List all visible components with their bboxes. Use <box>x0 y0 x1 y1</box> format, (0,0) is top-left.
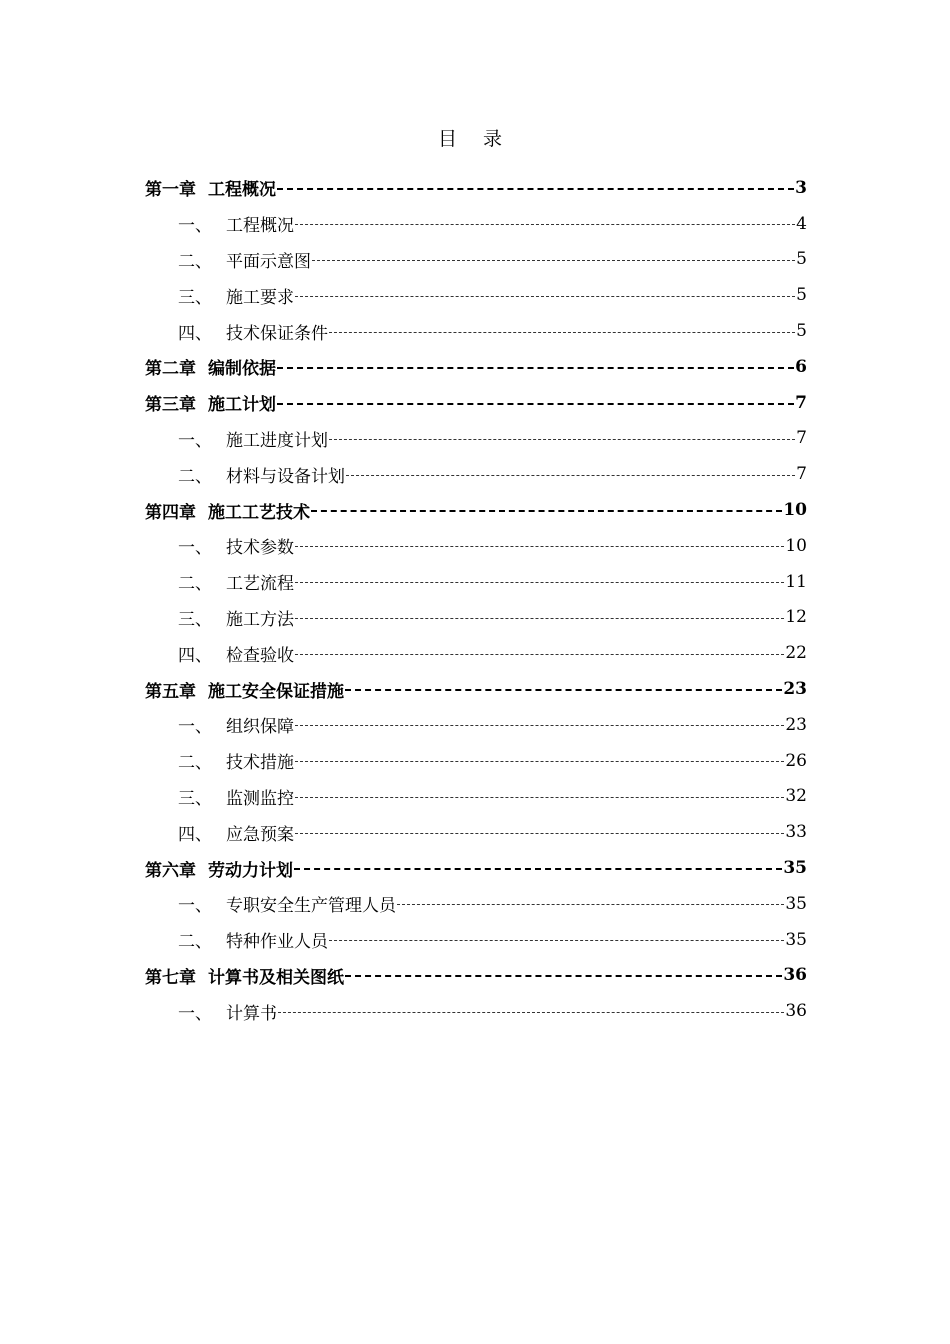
toc-leader-line <box>294 868 782 870</box>
toc-leader-line <box>295 224 795 225</box>
toc-entry-page-number: 5 <box>796 249 807 270</box>
toc-section-entry[interactable] <box>145 313 807 349</box>
toc-entry-number: 二、 <box>178 574 212 595</box>
toc-entry-number: 第五章 <box>145 681 196 702</box>
toc-entry-label: 计算书及相关图纸 <box>208 967 344 988</box>
toc-entry-page-number: 7 <box>796 428 807 449</box>
toc-entry-number: 一、 <box>178 1003 212 1024</box>
toc-entry-number: 三、 <box>178 609 212 630</box>
toc-entry-label: 监测监控 <box>226 788 294 809</box>
toc-entry-number: 四、 <box>178 824 212 845</box>
toc-leader-line <box>295 546 784 547</box>
toc-section-entry[interactable] <box>145 528 807 564</box>
toc-entry-label: 技术参数 <box>226 538 294 559</box>
toc-section-entry[interactable] <box>145 886 807 922</box>
toc-entry-label: 施工要求 <box>226 287 294 308</box>
toc-entry-label: 专职安全生产管理人员 <box>226 896 396 917</box>
toc-entry-page-number: 10 <box>785 535 807 556</box>
toc-entry-number: 一、 <box>178 717 212 738</box>
toc-leader-line <box>295 582 784 583</box>
toc-entry-label: 检查验收 <box>226 645 294 666</box>
toc-entry-number: 二、 <box>178 932 212 953</box>
toc-entry-page-number: 4 <box>796 213 807 234</box>
toc-entry-page-number: 10 <box>783 500 807 521</box>
toc-entry-page-number: 12 <box>785 607 807 628</box>
toc-entry-number: 一、 <box>178 430 212 451</box>
toc-section-entry[interactable] <box>145 242 807 278</box>
toc-entry-label: 材料与设备计划 <box>226 466 345 487</box>
toc-chapter-entry[interactable] <box>145 671 807 707</box>
toc-chapter-entry[interactable] <box>145 385 807 421</box>
toc-section-entry[interactable] <box>145 456 807 492</box>
toc-entry-number: 一、 <box>178 538 212 559</box>
toc-entry-page-number: 36 <box>785 1001 807 1022</box>
toc-leader-line <box>295 761 784 762</box>
toc-entry-page-number: 23 <box>785 714 807 735</box>
toc-leader-line <box>277 403 794 405</box>
toc-leader-line <box>295 833 784 834</box>
toc-entry-page-number: 35 <box>785 929 807 950</box>
toc-leader-line <box>329 940 784 941</box>
toc-entry-label: 劳动力计划 <box>208 860 293 881</box>
toc-title: 目 录 <box>437 128 513 150</box>
toc-section-entry[interactable] <box>145 600 807 636</box>
toc-entry-page-number: 33 <box>785 822 807 843</box>
toc-leader-line <box>329 332 795 333</box>
toc-entry-page-number: 23 <box>783 679 807 700</box>
toc-entry-page-number: 26 <box>785 750 807 771</box>
toc-entry-page-number: 11 <box>785 571 807 592</box>
toc-entry-number: 第四章 <box>145 502 196 523</box>
toc-entry-label: 工程概况 <box>208 180 276 201</box>
toc-leader-line <box>345 975 782 977</box>
toc-leader-line <box>345 689 782 691</box>
toc-leader-line <box>295 296 795 297</box>
toc-entry-label: 施工计划 <box>208 395 276 416</box>
toc-entry-label: 施工安全保证措施 <box>208 681 344 702</box>
toc-section-entry[interactable] <box>145 206 807 242</box>
toc-entry-label: 工程概况 <box>226 216 294 237</box>
toc-entry-number: 一、 <box>178 896 212 917</box>
toc-entry-label: 技术保证条件 <box>226 323 328 344</box>
toc-entry-page-number: 36 <box>783 965 807 986</box>
toc-entry-label: 施工工艺技术 <box>208 502 310 523</box>
toc-entry-label: 工艺流程 <box>226 574 294 595</box>
toc-chapter-entry[interactable] <box>145 850 807 886</box>
toc-entry-page-number: 3 <box>795 177 807 198</box>
toc-entry-number: 一、 <box>178 216 212 237</box>
toc-leader-line <box>295 654 784 655</box>
toc-entry-label: 特种作业人员 <box>226 932 328 953</box>
toc-section-entry[interactable] <box>145 421 807 457</box>
toc-entry-page-number: 35 <box>783 858 807 879</box>
toc-section-entry[interactable] <box>145 922 807 958</box>
toc-section-entry[interactable] <box>145 564 807 600</box>
toc-entry-label: 计算书 <box>226 1003 277 1024</box>
toc-section-entry[interactable] <box>145 993 807 1029</box>
toc-leader-line <box>397 904 784 905</box>
toc-chapter-entry[interactable] <box>145 170 807 206</box>
toc-section-entry[interactable] <box>145 779 807 815</box>
toc-chapter-entry[interactable] <box>145 492 807 528</box>
toc-entry-number: 第二章 <box>145 359 196 380</box>
toc-entry-number: 第一章 <box>145 180 196 201</box>
toc-entry-number: 第六章 <box>145 860 196 881</box>
toc-entry-page-number: 35 <box>785 893 807 914</box>
toc-entry-number: 四、 <box>178 645 212 666</box>
toc-leader-line <box>295 797 784 798</box>
toc-entry-label: 技术措施 <box>226 753 294 774</box>
toc-entry-number: 第七章 <box>145 967 196 988</box>
toc-entry-label: 施工方法 <box>226 609 294 630</box>
toc-leader-line <box>346 475 795 476</box>
toc-entry-page-number: 32 <box>785 786 807 807</box>
toc-entry-number: 三、 <box>178 788 212 809</box>
toc-entry-page-number: 5 <box>796 321 807 342</box>
toc-chapter-entry[interactable] <box>145 349 807 385</box>
toc-leader-line <box>277 188 794 190</box>
toc-entry-number: 二、 <box>178 466 212 487</box>
toc-leader-line <box>295 618 784 619</box>
toc-leader-line <box>278 1012 784 1013</box>
toc-entry-label: 组织保障 <box>226 717 294 738</box>
toc-entry-number: 三、 <box>178 287 212 308</box>
toc-leader-line <box>312 260 795 261</box>
toc-entry-number: 二、 <box>178 753 212 774</box>
toc-entry-number: 第三章 <box>145 395 196 416</box>
toc-entry-page-number: 7 <box>796 464 807 485</box>
toc-section-entry[interactable] <box>145 707 807 743</box>
toc-entry-page-number: 7 <box>795 392 807 413</box>
toc-entry-page-number: 22 <box>785 643 807 664</box>
toc-leader-line <box>277 367 794 369</box>
toc-entry-page-number: 5 <box>796 285 807 306</box>
toc-section-entry[interactable] <box>145 743 807 779</box>
toc-entry-label: 编制依据 <box>208 359 276 380</box>
toc-list <box>145 170 807 1029</box>
toc-section-entry[interactable] <box>145 277 807 313</box>
toc-leader-line <box>295 725 784 726</box>
toc-entry-number: 二、 <box>178 251 212 272</box>
toc-entry-page-number: 6 <box>795 356 807 377</box>
toc-entry-label: 应急预案 <box>226 824 294 845</box>
toc-leader-line <box>311 510 782 512</box>
toc-section-entry[interactable] <box>145 814 807 850</box>
toc-entry-label: 施工进度计划 <box>226 430 328 451</box>
toc-section-entry[interactable] <box>145 635 807 671</box>
toc-leader-line <box>329 439 795 440</box>
toc-chapter-entry[interactable] <box>145 958 807 994</box>
toc-entry-number: 四、 <box>178 323 212 344</box>
toc-entry-label: 平面示意图 <box>226 251 311 272</box>
